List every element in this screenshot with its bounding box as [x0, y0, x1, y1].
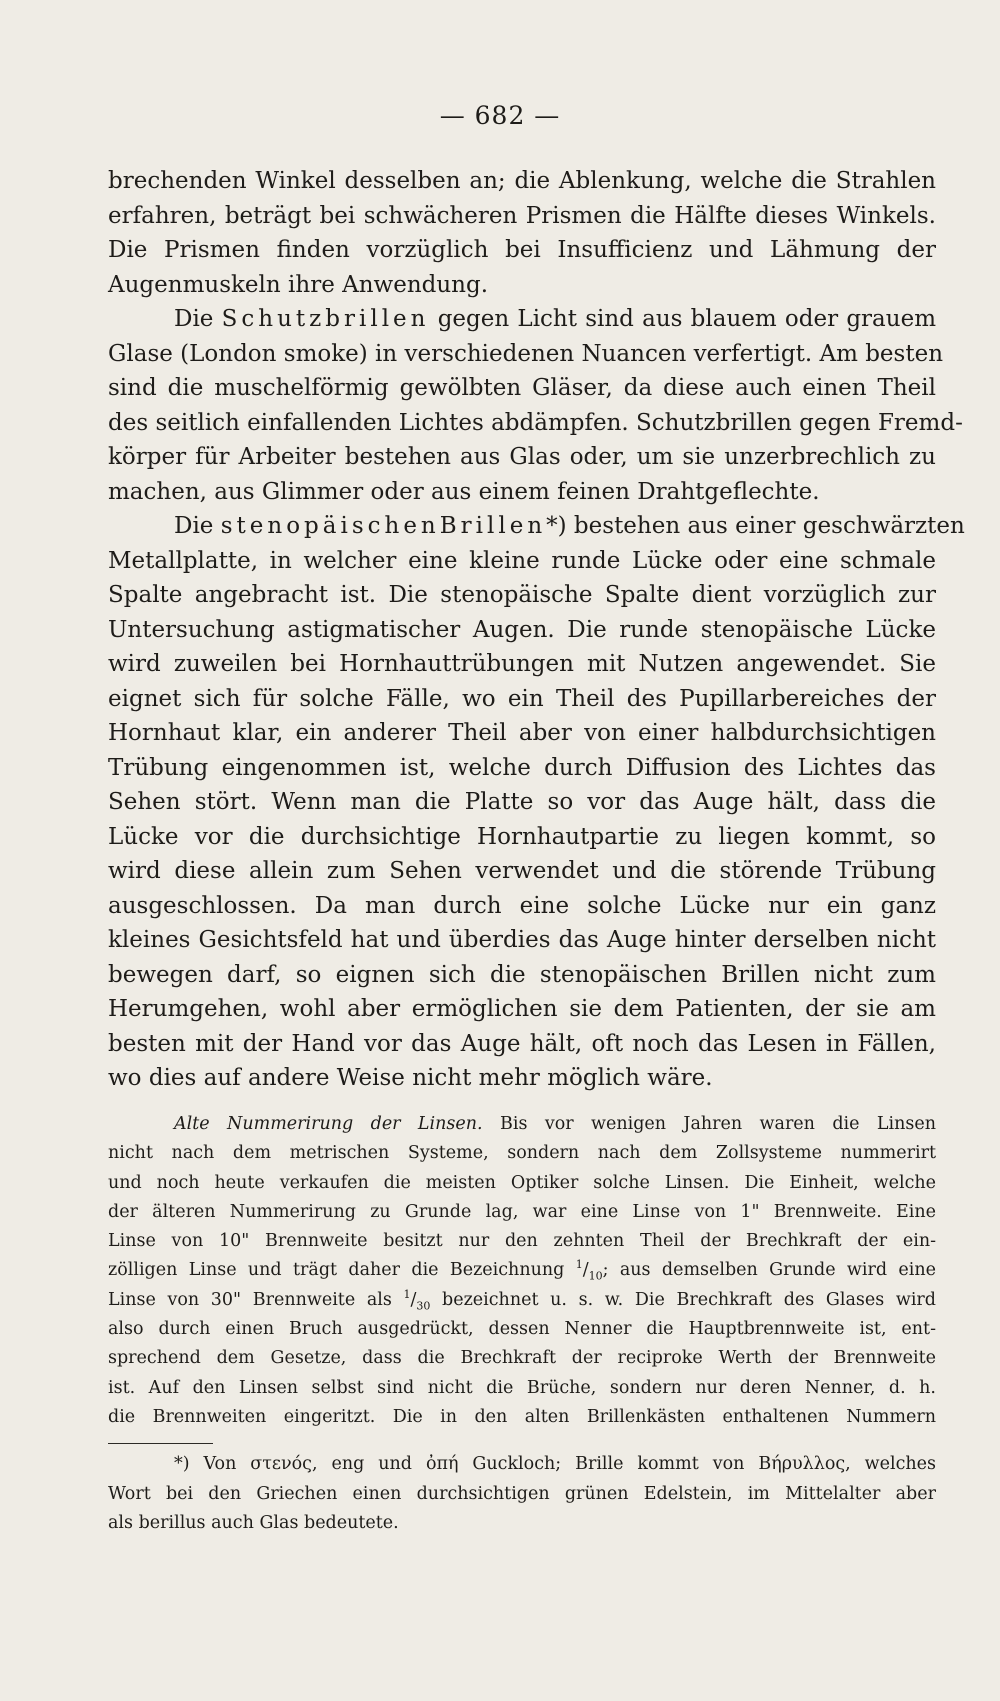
small-text-line: Linse von 30" Brennweite als $^1/_{30}$ bezeichnet u. s. w. Die Brechkraft des Glases wird [108, 1287, 936, 1313]
text-line: körper für Arbeiter bestehen aus Glas oder, um sie unzerbrechlich zu [108, 444, 936, 470]
text-line: Die stenopäischenBrillen*) bestehen aus einer geschwärzten [174, 513, 965, 539]
fraction-numerator: 1 [403, 1287, 411, 1301]
footnote-line: *) Von στενός, eng und ὀπή Guckloch; Brille kommt von Βήρυλλος, welches [174, 1454, 936, 1474]
text-line: Die Schutzbrillen gegen Licht sind aus blauem oder grauem [174, 306, 936, 332]
text-line: Augenmuskeln ihre Anwendung. [108, 271, 489, 298]
small-text-line: Alte Nummerirung der Linsen. Bis vor wenigen Jahren waren die Linsen [174, 1114, 936, 1134]
text-line: Glase (London smoke) in verschiedenen Nuancen verfertigt. Am besten [108, 340, 944, 367]
text-line: Metallplatte, in welcher eine kleine runde Lücke oder eine schmale [108, 547, 936, 574]
spaced-term: Schutzbrillen [221, 306, 430, 332]
text-line: Spalte angebracht ist. Die stenopäische Spalte dient vorzüglich zur [108, 582, 936, 608]
footnote-divider [108, 1443, 213, 1444]
text-line: ausgeschlossen. Da man durch eine solche Lücke nur ein ganz [108, 892, 936, 919]
small-text-line: zölligen Linse und trägt daher die Bezeichnung $^1/_{10}$; aus demselben Grunde wird eine [108, 1258, 937, 1283]
footnote-line: als berillus auch Glas bedeutete. [108, 1513, 399, 1533]
footnote-line: Wort bei den Griechen einen durchsichtigen grünen Edelstein, im Mittelalter aber [108, 1483, 936, 1504]
footnote [108, 1450, 936, 1539]
text-line: erfahren, beträgt bei schwächeren Prismen die Hälfte dieses Winkels. [108, 202, 936, 229]
small-print-section [108, 1110, 936, 1432]
text-line: wo dies auf andere Weise nicht mehr möglich wäre. [108, 1065, 713, 1091]
text-line: kleines Gesichtsfeld hat und überdies das Auge hinter derselben nicht [108, 927, 936, 953]
text-line: Herumgehen, wohl aber ermöglichen sie dem Patienten, der sie am [108, 996, 936, 1022]
text-line: brechenden Winkel desselben an; die Ablenkung, welche die Strahlen [108, 168, 936, 194]
text-line: sind die muschelförmig gewölbten Gläser, da diese auch einen Theil [108, 375, 936, 401]
small-text-line: also durch einen Bruch ausgedrückt, dessen Nenner die Hauptbrennweite ist, ent- [108, 1319, 936, 1340]
fraction-denominator: 30 [416, 1299, 431, 1313]
text-line: wird zuweilen bei Hornhauttrübungen mit Nutzen angewendet. Sie [108, 651, 936, 677]
text-line: eignet sich für solche Fälle, wo ein Theil des Pupillarbereiches der [108, 685, 936, 712]
main-text [108, 164, 965, 1096]
text-line: besten mit der Hand vor das Auge hält, oft noch das Lesen in Fällen, [108, 1030, 936, 1057]
section-heading: Alte Nummerirung der Linsen. [174, 1114, 483, 1134]
small-text-line: nicht nach dem metrischen Systeme, sondern nach dem Zollsysteme nummerirt [108, 1143, 936, 1164]
text-line: Lücke vor die durchsichtige Hornhautpartie zu liegen kommt, so [108, 823, 936, 850]
text-line: machen, aus Glimmer oder aus einem feinen Drahtgeflechte. [108, 478, 820, 505]
small-text-line: Linse von 10" Brennweite besitzt nur den zehnten Theil der Brechkraft der ein- [108, 1231, 936, 1252]
text-line: bewegen darf, so eignen sich die stenopäischen Brillen nicht zum [108, 961, 936, 988]
page-number: — 682 — [439, 101, 561, 130]
text-line: des seitlich einfallenden Lichtes abdämpfen. Schutzbrillen gegen Fremd- [108, 409, 963, 436]
text-line: Die Prismen finden vorzüglich bei Insufficienz und Lähmung der [108, 237, 936, 263]
text-line: Sehen stört. Wenn man die Platte so vor das Auge hält, dass die [108, 789, 936, 815]
fraction-numerator: 1 [575, 1258, 583, 1272]
small-text-line: und noch heute verkaufen die meisten Optiker solche Linsen. Die Einheit, welche [108, 1172, 936, 1193]
text-line: Trübung eingenommen ist, welche durch Diffusion des Lichtes das [108, 754, 936, 781]
small-text-line: sprechend dem Gesetze, dass die Brechkraft der reciproke Werth der Brennweite [108, 1348, 936, 1369]
text-line: wird diese allein zum Sehen verwendet und die störende Trübung [108, 858, 936, 884]
small-text-line: der älteren Nummerirung zu Grunde lag, war eine Linse von 1" Brennweite. Eine [108, 1201, 936, 1222]
text-line: Hornhaut klar, ein anderer Theil aber von einer halbdurchsichtigen [108, 720, 936, 746]
fraction-denominator: 10 [588, 1269, 603, 1283]
spaced-term: stenopäischenBrillen [220, 513, 547, 539]
small-text-line: ist. Auf den Linsen selbst sind nicht die Brüche, sondern nur deren Nenner, d. h. [108, 1377, 936, 1398]
small-text-line: die Brennweiten eingeritzt. Die in den alten Brillenkästen enthaltenen Nummern [108, 1406, 936, 1427]
text-line: Untersuchung astigmatischer Augen. Die runde stenopäische Lücke [108, 616, 936, 643]
